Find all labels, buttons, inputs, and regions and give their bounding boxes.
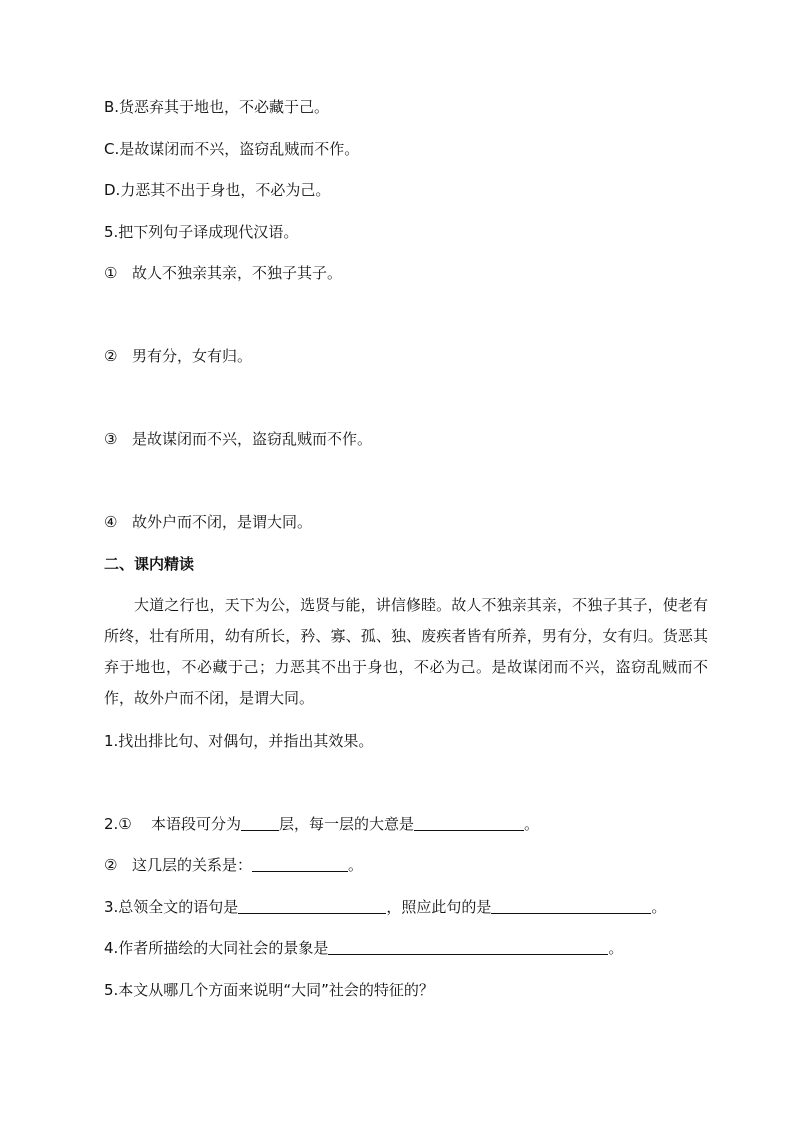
item-text: 故人不独亲其亲，不独子其子。 <box>132 264 343 282</box>
question-4 <box>104 938 623 958</box>
q2b-mark: ② <box>104 856 118 874</box>
question-5: 5.本文从哪几个方面来说明“大同”社会的特征的？ <box>104 981 434 999</box>
scene-blank[interactable] <box>328 939 608 955</box>
q4-text-c: 。 <box>608 939 624 957</box>
item-mark: ① <box>104 264 118 282</box>
translate-item-2 <box>104 346 252 366</box>
q2-text-b: 层，每一层的大意是 <box>279 815 415 833</box>
q4-text-a: 4.作者所描绘的大同社会的景象是 <box>104 939 329 957</box>
item-text: 男有分，女有归。 <box>132 347 253 365</box>
section-heading: 二、课内精读 <box>104 555 195 573</box>
item-mark: ③ <box>104 430 118 448</box>
translate-item-1 <box>104 263 342 283</box>
passage: 大道之行也，天下为公，选贤与能，讲信修睦。故人不独亲其亲，不独子其子，使老有所终，壮有所用，幼有所长，矜、寡、孤、独、废疾者皆有所养，男有分，女有归。货恶其弃于地也，不必藏于己；力恶其不出于身也，不必为己。是故谋闭而不兴，盗窃乱贼而不作，故外户而不闭，是谓大同。 <box>104 596 708 707</box>
translate-item-4 <box>104 512 312 532</box>
summary-sentence-blank[interactable] <box>238 898 386 914</box>
option-b: B.货恶弃其于地也，不必藏于己。 <box>104 98 330 116</box>
q2-text-a: 本语段可分为 <box>151 815 242 833</box>
item-mark: ④ <box>104 513 118 531</box>
layer-meaning-blank[interactable] <box>414 815 524 831</box>
question-2b <box>104 855 363 875</box>
q2-prefix: 2.① <box>104 815 132 833</box>
q2-text-c: 。 <box>524 815 540 833</box>
relation-blank[interactable] <box>252 856 348 872</box>
item-text: 故外户而不闭，是谓大同。 <box>132 513 313 531</box>
question-2a <box>104 814 539 834</box>
option-c: C.是故谋闭而不兴，盗窃乱贼而不作。 <box>104 140 360 158</box>
item-mark: ② <box>104 347 118 365</box>
layer-count-blank[interactable] <box>241 815 279 831</box>
q3-text-b: ，照应此句的是 <box>386 898 492 916</box>
q2b-text-a: 这几层的关系是： <box>132 856 253 874</box>
question-3 <box>104 897 666 917</box>
translate-item-3 <box>104 429 372 449</box>
q3-text-c: 。 <box>651 898 667 916</box>
echo-sentence-blank[interactable] <box>491 898 651 914</box>
question-1: 1.找出排比句、对偶句，并指出其效果。 <box>104 732 374 750</box>
item-text: 是故谋闭而不兴，盗窃乱贼而不作。 <box>132 430 373 448</box>
option-d: D.力恶其不出于身也，不必为己。 <box>104 181 331 199</box>
q3-text-a: 3.总领全文的语句是 <box>104 898 239 916</box>
question-5-title: 5.把下列句子译成现代汉语。 <box>104 223 299 241</box>
q2b-text-c: 。 <box>348 856 364 874</box>
